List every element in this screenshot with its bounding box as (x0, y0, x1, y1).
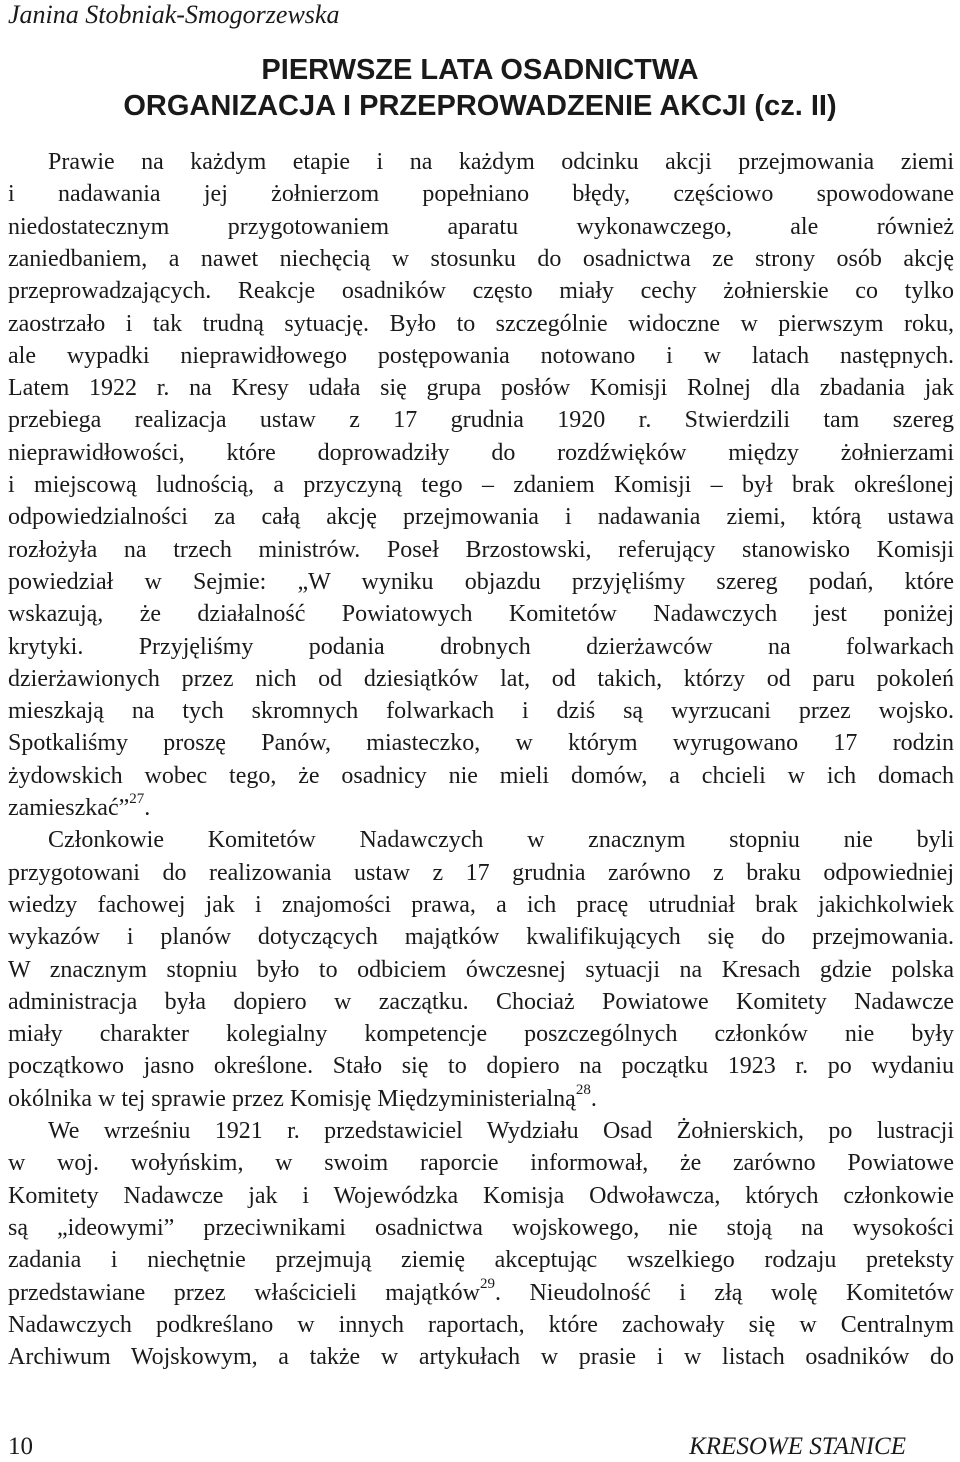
text-line: powiedział w Sejmie: „W wyniku objazdu przyjęliśmy szereg podań, które (8, 568, 954, 595)
text-line: Prawie na każdym etapie i na każdym odcinku akcji przejmowania ziemi (48, 149, 954, 175)
text-line: rozłożyła na trzech ministrów. Poseł Brzostowski, referujący stanowisko Komisji (8, 536, 954, 563)
text-fragment: przedstawiane przez właścicieli majątków (8, 1279, 480, 1306)
text-line: zadania i niechętnie przejmują ziemię akceptując wszelkiego rodzaju preteksty (8, 1247, 954, 1274)
text-line: przedstawiane przez właścicieli majątków$^{29}$. Nieudolność i złą wolę Komitetów (8, 1275, 955, 1306)
footnote-ref-27: 27 (129, 791, 145, 807)
article-title-line-2: ORGANIZACJA I PRZEPROWADZENIE AKCJI (cz. II) (123, 90, 837, 122)
footnote-ref-29: 29 (479, 1275, 495, 1292)
text-line: Latem 1922 r. na Kresy udała się grupa posłów Komisji Rolnej dla zbadania jak (8, 375, 954, 402)
footnote-ref-28: 28 (575, 1081, 591, 1098)
text-line: Archiwum Wojskowym, a także w artykułach w prasie i w listach osadników do (8, 1344, 954, 1371)
text-fragment: okólnika w tej sprawie przez Komisję Międzyministerialną (8, 1085, 576, 1112)
text-line: przygotowani do realizowania ustaw z 17 grudnia zarówno z braku odpowiedniej (8, 859, 954, 886)
text-line: zaniedbaniem, a nawet niechęcią w stosunku do osadnictwa ze strony osób akcję (8, 245, 954, 272)
text-line: odpowiedzialności za całą akcję przejmowania i nadawania ziemi, którą ustawa (8, 504, 954, 531)
text-line: wykazów i planów dotyczących majątków kwalifikujących się do przejmowania. (8, 924, 954, 951)
text-line: dzierżawionych przez nich od dziesiątków lat, od takich, którzy od paru pokoleń (8, 665, 954, 692)
text-line: są „ideowymi” przeciwnikami osadnictwa wojskowego, nie stoją na wysokości (8, 1214, 954, 1241)
journal-title: KRESOWE STANICE (689, 1433, 906, 1460)
running-head-author: Janina Stobniak-Smogorzewska (8, 0, 340, 29)
page-number: 10 (8, 1433, 33, 1460)
text-line: mieszkają na tych skromnych folwarkach i dziś są wyrzucani przez wojsko. (8, 698, 954, 725)
text-line: i miejscową ludnością, a przyczyną tego – zdaniem Komisji – był brak określonej (8, 472, 954, 498)
text-line: Członkowie Komitetów Nadawczych w znacznym stopniu nie byli (48, 827, 954, 854)
text-line: krytyki. Przyjęliśmy podania drobnych dzierżawców na folwarkach (8, 633, 954, 660)
text-line: okólnika w tej sprawie przez Komisję Międzyministerialną$^{28}$. (8, 1081, 597, 1112)
text-line: przeprowadzających. Reakcje osadników często miały cechy żołnierskie co tylko (8, 278, 954, 305)
text-line: zaostrzało i tak trudną sytuację. Było to szczególnie widoczne w pierwszym roku, (8, 310, 954, 337)
text-line: i nadawania jej żołnierzom popełniano błędy, częściowo spowodowane (8, 181, 954, 208)
text-fragment: Nieudolność i złą wolę Komitetów (529, 1279, 955, 1306)
text-line: wskazują, że działalność Powiatowych Komitetów Nadawczych jest poniżej (8, 601, 954, 628)
text-line: Nadawczych podkreślano w innych raportach, które zachowały się w Centralnym (8, 1311, 954, 1338)
text-line: W znacznym stopniu było to odbiciem ówczesnej sytuacji na Kresach gdzie polska (8, 956, 954, 983)
text-line: niedostatecznym przygotowaniem aparatu wykonawczego, ale również (8, 213, 954, 240)
text-line: wiedzy fachowej jak i znajomości prawa, a ich pracę utrudniał brak jakichkolwiek (8, 891, 954, 918)
article-title-line-1: PIERWSZE LATA OSADNICTWA (261, 54, 699, 86)
text-line: administracja była dopiero w zaczątku. Chociaż Powiatowe Komitety Nadawcze (8, 988, 954, 1015)
text-line: We wrześniu 1921 r. przedstawiciel Wydziału Osad Żołnierskich, po lustracji (48, 1118, 954, 1144)
text-line: nieprawidłowości, które doprowadziły do rozdźwięków między żołnierzami (8, 439, 954, 466)
text-line: Komitety Nadawcze jak i Wojewódzka Komisja Odwoławcza, których członkowie (8, 1182, 954, 1209)
text-line: zamieszkać”$^{27}$. (8, 791, 151, 821)
text-line: w woj. wołyńskim, w swoim raporcie informował, że zarówno Powiatowe (8, 1150, 954, 1177)
text-line: żydowskich wobec tego, że osadnicy nie mieli domów, a chcieli w ich domach (8, 762, 954, 789)
text-line: początkowo jasno określone. Stało się to dopiero na początku 1923 r. po wydaniu (8, 1053, 954, 1080)
text-line: miały charakter kolegialny kompetencje poszczególnych członków nie były (8, 1021, 954, 1048)
text-line: przebiega realizacja ustaw z 17 grudnia 1920 r. Stwierdzili tam szereg (8, 407, 954, 434)
text-line: Spotkaliśmy proszę Panów, miasteczko, w którym wyrugowano 17 rodzin (8, 730, 954, 757)
text-line: ale wypadki nieprawidłowego postępowania notowano i w latach następnych. (8, 342, 954, 369)
text-fragment: zamieszkać” (8, 795, 130, 821)
